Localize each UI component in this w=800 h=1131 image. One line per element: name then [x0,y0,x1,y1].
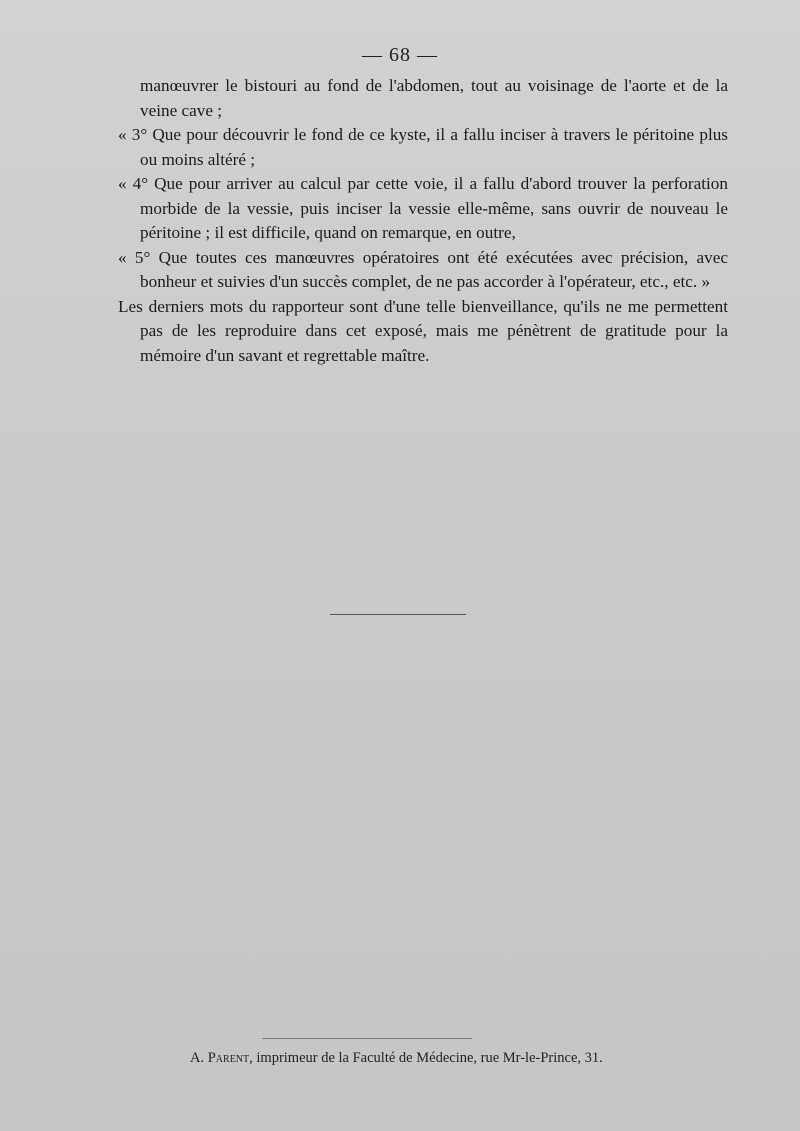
paragraph-point-3: « 3° Que pour découvrir le fond de ce kyste, il a fallu inciser à travers le péritoine plus ou moins altéré ; [118,125,728,169]
paragraph-closing: Les derniers mots du rapporteur sont d'une telle bienveillance, qu'ils ne me permettent pas de les reproduire dans cet exposé, mais me pénètrent de gratitude pour la mémoire d'un savant et regrettable maître. [118,296,728,365]
paragraph-point-5: « 5° Que toutes ces manœuvres opératoires ont été exécutées avec précision, avec bonheur et suivies d'un succès complet, de ne pas accorder à l'opérateur, etc., etc. » [118,247,728,291]
page-number: — 68 — [362,44,438,66]
imprint-address: , imprimeur de la Faculté de Médecine, rue Mr-le-Prince, 31. [249,1050,603,1066]
imprint-printer-name: Parent [207,1050,250,1066]
imprint-initial: A. [190,1050,208,1066]
body-text [118,74,728,368]
section-separator [330,614,466,615]
printer-imprint [190,1050,650,1067]
paragraph-point-4: « 4° Que pour arriver au calcul par cette voie, il a fallu d'abord trouver la perforation morbide de la vessie, puis inciser la vessie elle-même, sans ouvrir de nouveau le péritoine ; il est difficile, quand on remarque, en outre, [118,174,728,242]
paragraph-continuation: manœuvrer le bistouri au fond de l'abdomen, tout au voisinage de l'aorte et de la veine cave ; [140,76,728,120]
imprint-rule [262,1038,472,1039]
